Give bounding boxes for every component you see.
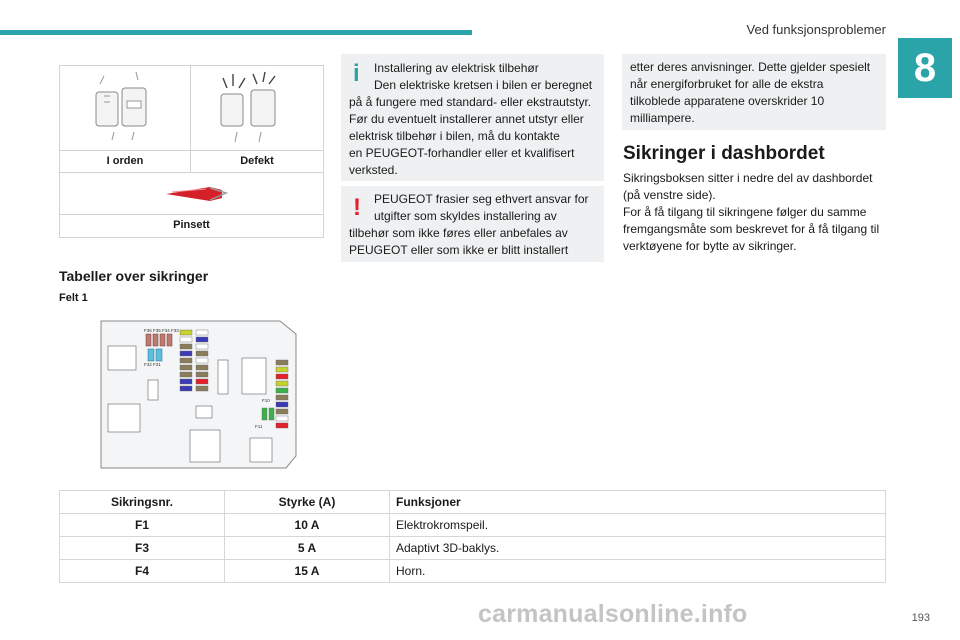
- fuse-defect-label-cell: [191, 151, 323, 173]
- paragraph-line: fremgangsmåte som beskrevet for å få tilgang til: [623, 222, 880, 236]
- table-row: [60, 560, 886, 583]
- dashboard-fuses-paragraph: [623, 170, 893, 255]
- warning-box-line: PEUGEOT eller som ikke er blitt installert: [349, 243, 569, 257]
- continuation-line: etter deres anvisninger. Dette gjelder spesielt: [630, 60, 871, 74]
- table-header-row: [60, 491, 886, 514]
- fuse-defect-cell: [191, 66, 323, 151]
- fuse-amps: 15 A: [225, 560, 390, 583]
- info-box-line: på å fungere med standard- eller ekstrautstyr.: [349, 95, 592, 109]
- tweezers-label: Pinsett: [173, 219, 210, 231]
- fusebox-label-top: F36 F35 F34 F33: [144, 328, 179, 333]
- paragraph-line: verktøyene for bytte av sikringer.: [623, 239, 797, 253]
- fuse-function: Adaptivt 3D-baklys.: [390, 537, 886, 560]
- section-title: Ved funksjonsproblemer: [746, 22, 886, 37]
- fuse-number: F3: [60, 537, 225, 560]
- warning-box-line: utgifter som skyldes installering av: [374, 209, 557, 223]
- table-row: [60, 514, 886, 537]
- fuse-function: Horn.: [390, 560, 886, 583]
- fusebox-label-mid: F32 F31: [144, 362, 161, 367]
- paragraph-line: Sikringsboksen sitter i nedre del av dashbordet: [623, 171, 873, 185]
- warning-box-line: PEUGEOT frasier seg ethvert ansvar for: [374, 192, 589, 206]
- fusebox-label-right-top: F10: [262, 398, 270, 403]
- fuse-amps: 10 A: [225, 514, 390, 537]
- info-box-line: en PEUGEOT-forhandler eller et kvalifisert: [349, 146, 575, 160]
- fusebox-diagram: [100, 320, 300, 470]
- info-box-line: Den elektriske kretsen i bilen er beregnet: [374, 78, 593, 92]
- paragraph-line: For å få tilgang til sikringene følger du samme: [623, 205, 867, 219]
- fuse-ok-cell: [60, 66, 191, 151]
- column-header-function: Funksjoner: [390, 491, 886, 514]
- fuse-tables-heading: Tabeller over sikringer: [59, 268, 209, 284]
- continuation-line: milliampere.: [630, 111, 695, 125]
- info-box-line: verksted.: [349, 163, 398, 177]
- fuse-table: [59, 490, 886, 583]
- page-number: 193: [911, 612, 930, 624]
- fuse-function: Elektrokromspeil.: [390, 514, 886, 537]
- info-box-line: Før du eventuelt installerer annet utstyr eller: [349, 112, 584, 126]
- column-header-fuse: Sikringsnr.: [60, 491, 225, 514]
- chapter-tab: 8: [898, 38, 952, 98]
- warning-continuation-box: [622, 54, 886, 130]
- paragraph-line: (på venstre side).: [623, 188, 716, 202]
- tweezers-label-cell: [60, 215, 323, 237]
- warning-box-line: tilbehør som ikke føres eller anbefales av: [349, 226, 568, 240]
- continuation-line: når energiforbruket for alle de ekstra: [630, 77, 824, 91]
- tweezers-icon: [60, 173, 323, 215]
- continuation-line: tilkoblede apparatene overskrider 10: [630, 94, 825, 108]
- fuse-ok-illustration: [60, 66, 191, 151]
- fuse-defect-label: Defekt: [240, 155, 274, 167]
- column-header-amps: Styrke (A): [225, 491, 390, 514]
- tweezers-cell: [60, 173, 323, 215]
- panel-label: Felt 1: [59, 292, 88, 304]
- fusebox-label-right-bottom: F11: [255, 424, 263, 429]
- fuse-ok-label-cell: [60, 151, 191, 173]
- fuse-number: F4: [60, 560, 225, 583]
- info-box-title: Installering av elektrisk tilbehør: [374, 61, 539, 75]
- fuse-number: F1: [60, 514, 225, 537]
- fuse-defect-illustration: [191, 66, 323, 151]
- info-icon: i: [353, 60, 360, 87]
- info-box: [341, 54, 604, 181]
- warning-icon: !: [353, 194, 361, 221]
- info-box-line: elektrisk tilbehør i bilen, må du kontakte: [349, 129, 560, 143]
- table-row: [60, 537, 886, 560]
- warning-box: [341, 186, 604, 262]
- header-accent-bar: [0, 30, 472, 35]
- dashboard-fuses-heading: Sikringer i dashbordet: [623, 143, 825, 164]
- fuse-state-table: [59, 65, 324, 238]
- watermark: carmanualsonline.info: [478, 600, 748, 628]
- fuse-ok-label: I orden: [106, 155, 144, 167]
- fuse-amps: 5 A: [225, 537, 390, 560]
